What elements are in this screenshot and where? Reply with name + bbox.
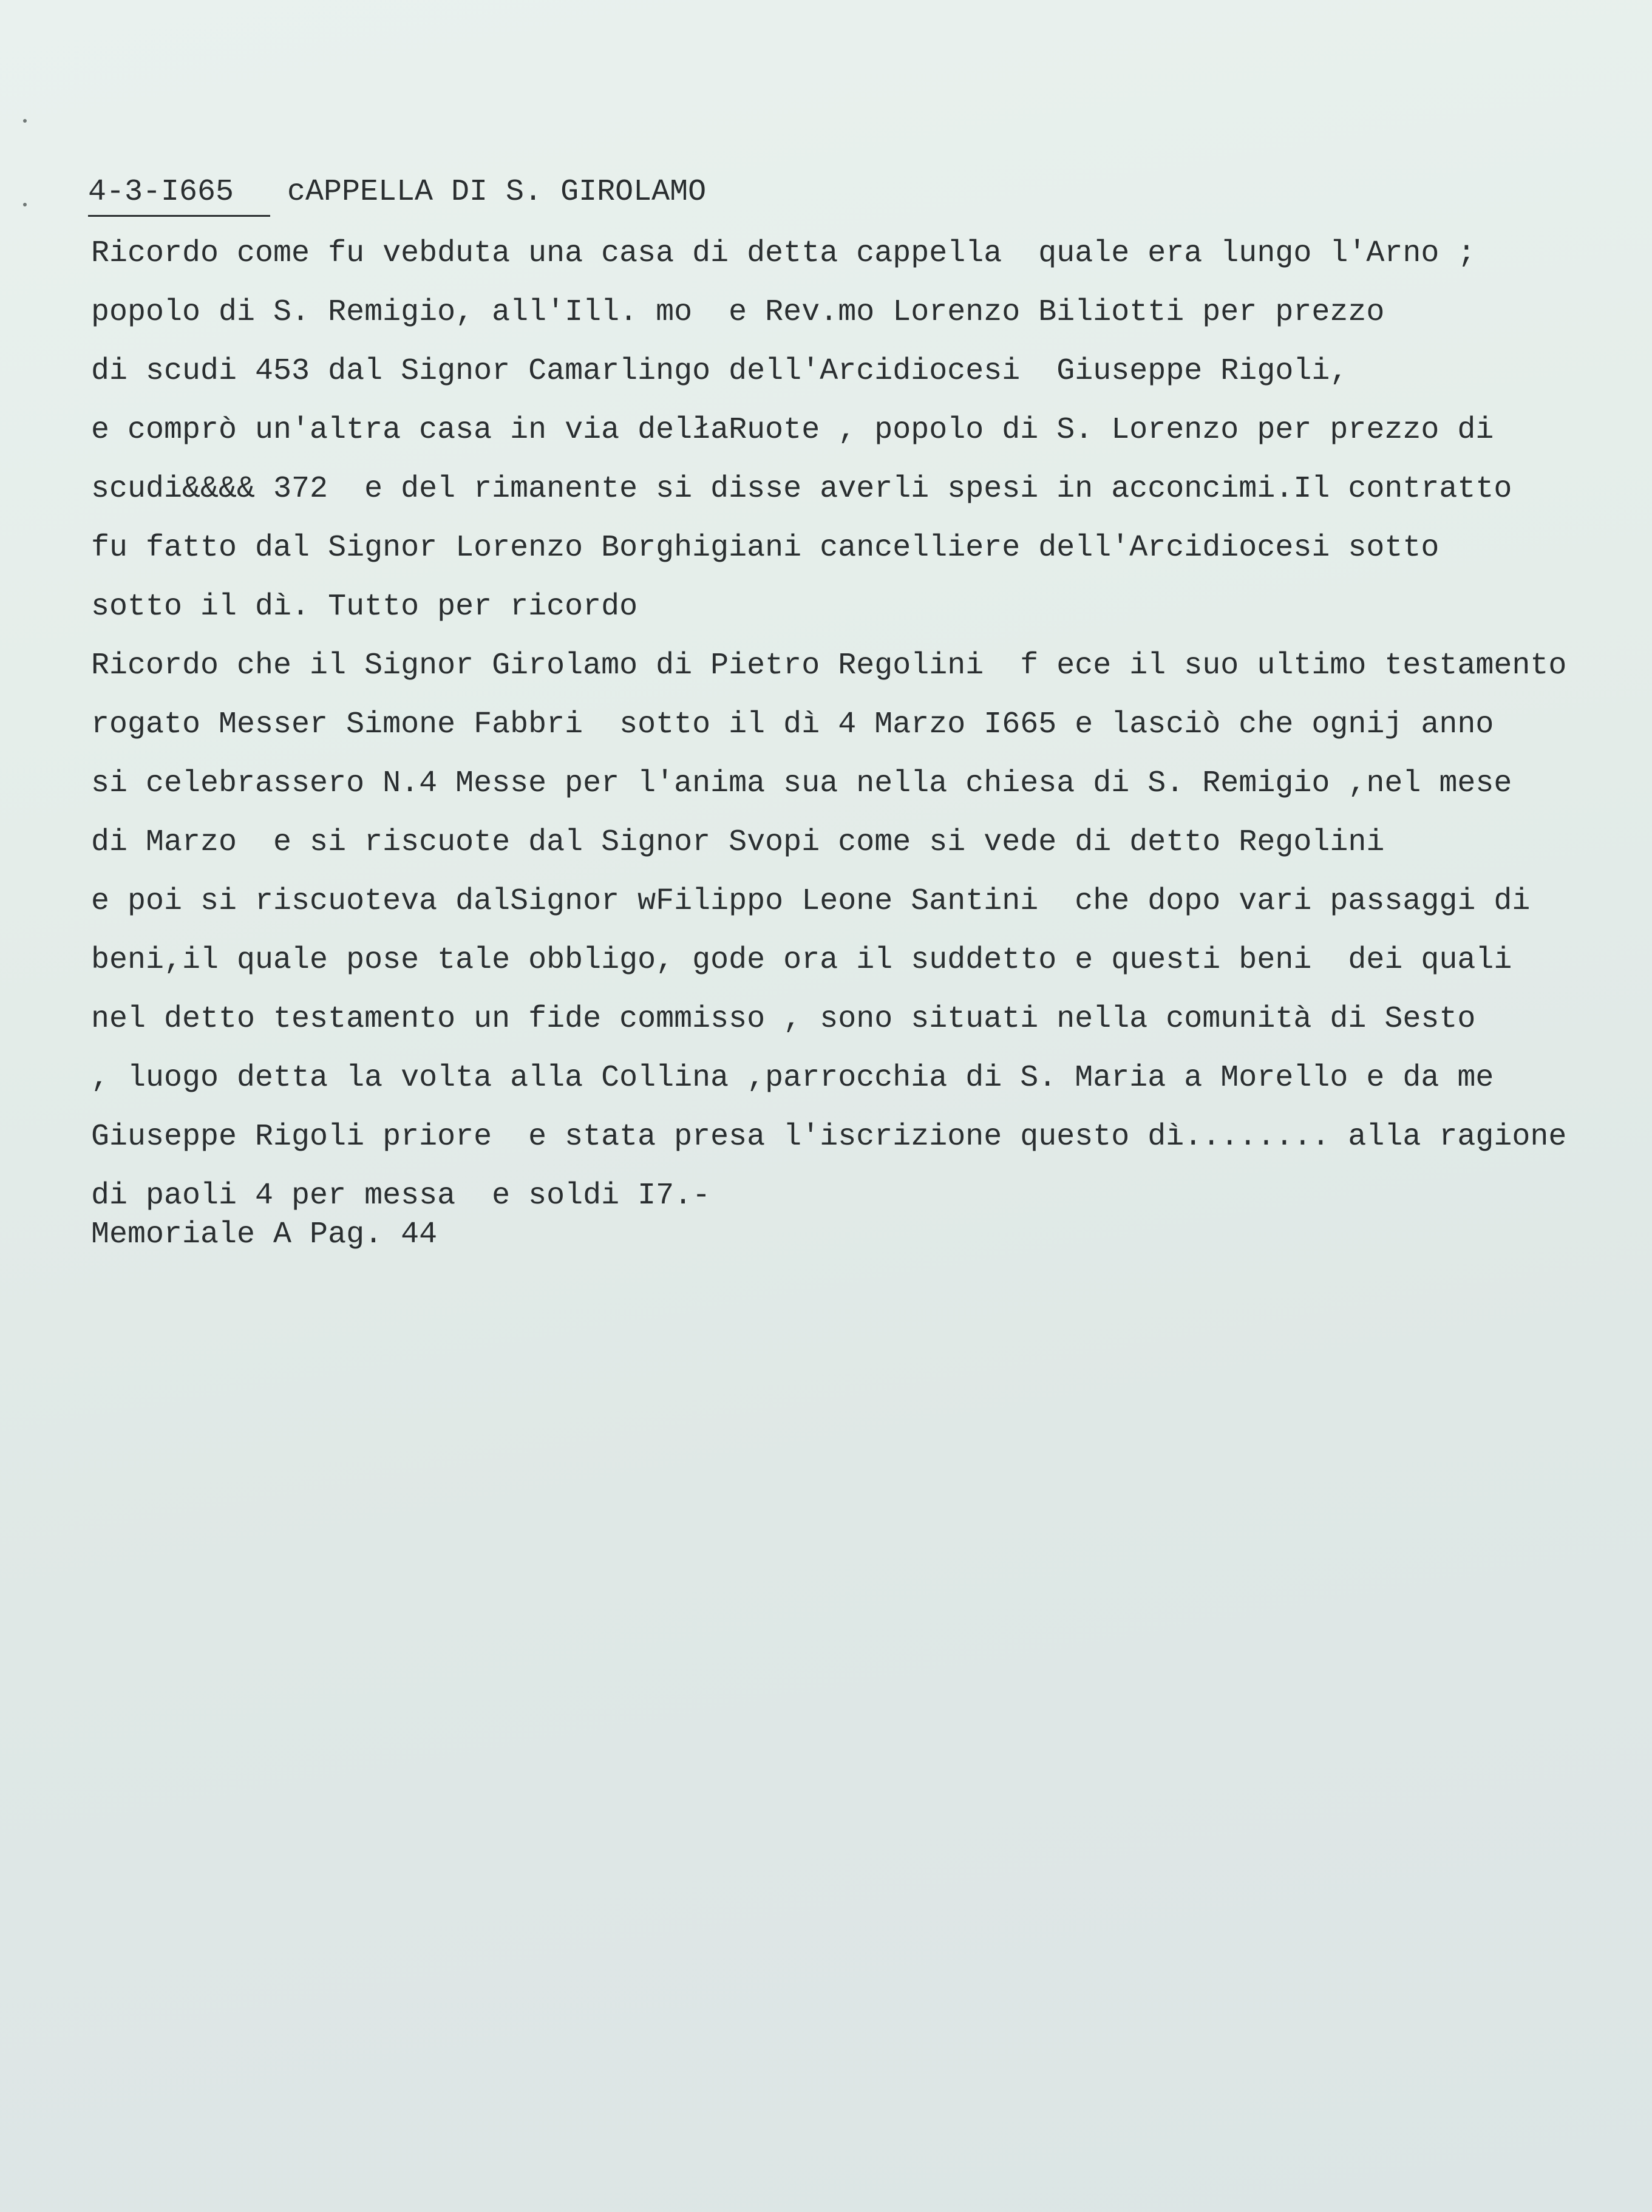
text-line: si celebrassero N.4 Messe per l'anima sua nella chiesa di S. Remigio ,nel mese (91, 766, 1512, 801)
text-line: Ricordo come fu vebduta una casa di detta cappella quale era lungo l'Arno ; (91, 236, 1476, 271)
text-line: e poi si riscuoteva dalSignor wFilippo Leone Santini che dopo vari passaggi di (91, 884, 1531, 919)
text-line: beni,il quale pose tale obbligo, gode ora il suddetto e questi beni dei quali (91, 943, 1512, 978)
text-line: di paoli 4 per messa e soldi I7.- (91, 1179, 711, 1213)
typed-text-body (91, 233, 1652, 1273)
entry-date: 4-3-I665 (88, 171, 270, 217)
text-line: e comprò un'altra casa in via delłaRuote , popolo di S. Lorenzo per prezzo di (91, 413, 1494, 448)
entry-title: cAPPELLA DI S. GIROLAMO (287, 175, 707, 209)
text-line: Ricordo che il Signor Girolamo di Pietro Regolini f ece il suo ultimo testamento (91, 648, 1567, 683)
text-line: nel detto testamento un fide commisso , sono situati nella comunità di Sesto (91, 1002, 1476, 1036)
text-line: scudi&&&& 372 e del rimanente si disse averli spesi in acconcimi.Il contratto (91, 472, 1512, 506)
text-line: di Marzo e si riscuote dal Signor Svopi come si vede di detto Regolini (91, 825, 1385, 860)
text-line: Giuseppe Rigoli priore e stata presa l'iscrizione questo dì........ alla ragione (91, 1120, 1567, 1154)
text-line: fu fatto dal Signor Lorenzo Borghigiani cancelliere dell'Arcidiocesi sotto (91, 531, 1440, 565)
paper-speck (23, 203, 27, 206)
text-line: di scudi 453 dal Signor Camarlingo dell'Arcidiocesi Giuseppe Rigoli, (91, 354, 1348, 389)
text-line: popolo di S. Remigio, all'Ill. mo e Rev.mo Lorenzo Biliotti per prezzo (91, 295, 1385, 330)
entry-heading (88, 171, 706, 217)
text-line: , luogo detta la volta alla Collina ,parrocchia di S. Maria a Morello e da me (91, 1061, 1494, 1095)
text-line: sotto il dì. Tutto per ricordo (91, 590, 638, 624)
memorial-reference: Memoriale A Pag. 44 (91, 1217, 438, 1252)
text-line: rogato Messer Simone Fabbri sotto il dì 4 Marzo I665 e lasciò che ognij anno (91, 707, 1494, 742)
paper-speck (23, 119, 27, 123)
